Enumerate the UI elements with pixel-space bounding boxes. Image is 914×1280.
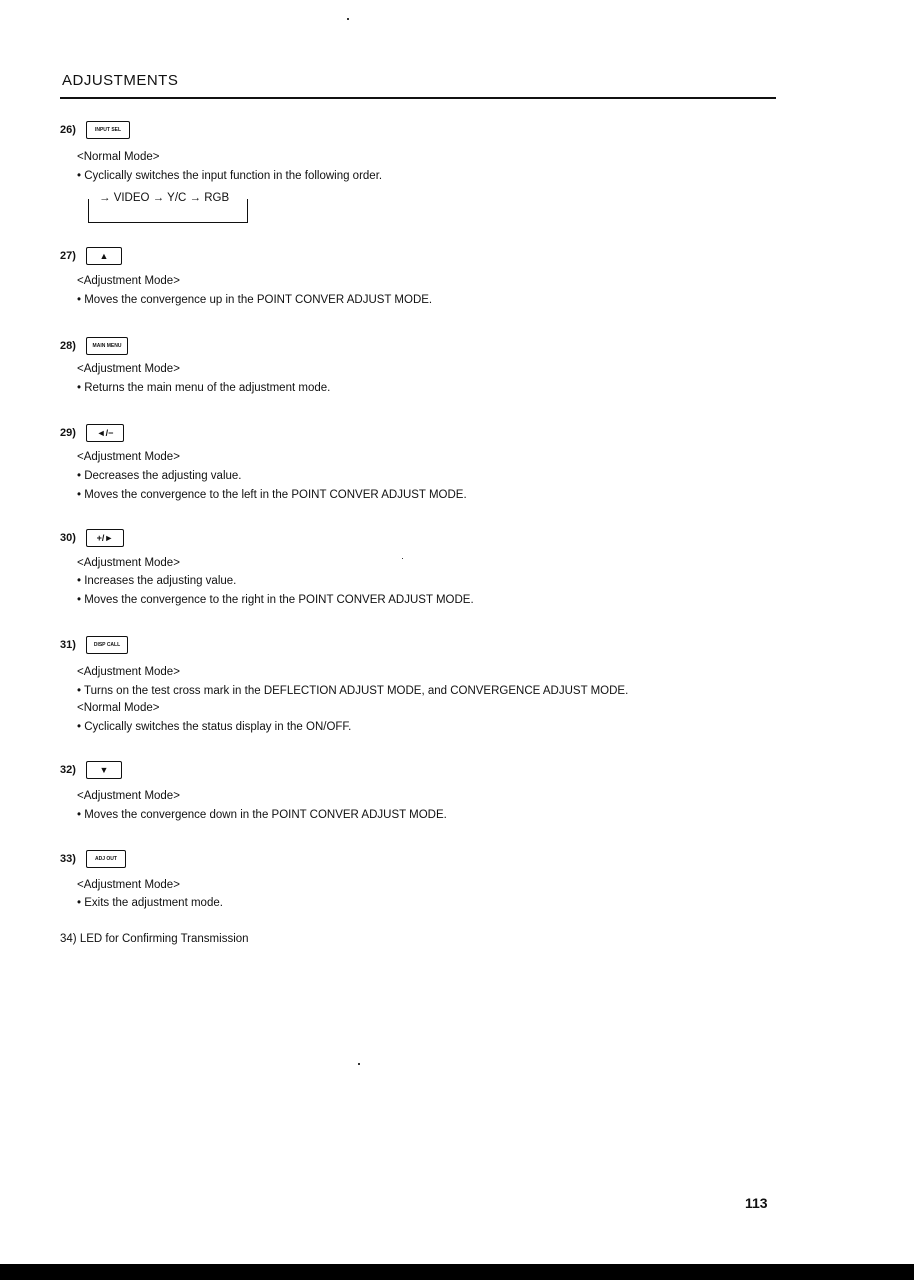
mode-label: <Normal Mode> (77, 702, 160, 714)
page-number: 113 (745, 1195, 768, 1211)
mode-label: <Normal Mode> (77, 151, 160, 163)
header-rule (60, 97, 776, 99)
left-minus-key-icon: ◄/− (86, 424, 124, 442)
bullet-text: • Decreases the adjusting value. (77, 470, 242, 482)
bullet-text: • Moves the convergence down in the POINT CONVER ADJUST MODE. (77, 809, 447, 821)
scan-speck (347, 18, 349, 20)
item-31-heading (60, 636, 128, 654)
mode-label: <Adjustment Mode> (77, 451, 180, 463)
scan-speck (402, 558, 403, 559)
up-arrow-key-icon: ▲ (86, 247, 122, 265)
bullet-text: • Cyclically switches the input function in the following order. (77, 170, 383, 182)
section-title: ADJUSTMENTS (62, 72, 179, 89)
item-28-heading (60, 337, 128, 355)
item-number: 32) (60, 764, 76, 776)
item-33-heading (60, 850, 126, 868)
item-26-heading (60, 121, 130, 139)
item-number: 27) (60, 250, 76, 262)
bullet-text: • Moves the convergence to the left in the POINT CONVER ADJUST MODE. (77, 489, 467, 501)
item-number: 29) (60, 427, 76, 439)
disp-call-key-icon: DISP CALL (86, 636, 128, 654)
bullet-text: • Returns the main menu of the adjustment mode. (77, 382, 331, 394)
item-30-heading (60, 529, 124, 547)
mode-label: <Adjustment Mode> (77, 363, 180, 375)
bullet-text: • Turns on the test cross mark in the DEFLECTION ADJUST MODE, and CONVERGENCE ADJUST MODE. (77, 685, 629, 697)
down-arrow-key-icon: ▼ (86, 761, 122, 779)
bullet-text: • Moves the convergence to the right in the POINT CONVER ADJUST MODE. (77, 594, 474, 606)
mode-label: <Adjustment Mode> (77, 275, 180, 287)
input-cycle-text: → VIDEO → Y/C → RGB (95, 192, 233, 204)
plus-right-key-icon: +/► (86, 529, 124, 547)
scan-speck (358, 1063, 360, 1065)
item-29-heading (60, 424, 124, 442)
item-34-text: 34) LED for Confirming Transmission (60, 933, 249, 945)
item-number: 31) (60, 639, 76, 651)
item-27-heading (60, 247, 122, 265)
adj-out-key-icon: ADJ OUT (86, 850, 126, 868)
item-number: 28) (60, 340, 76, 352)
scan-bottom-bar (0, 1264, 914, 1280)
mode-label: <Adjustment Mode> (77, 879, 180, 891)
mode-label: <Adjustment Mode> (77, 790, 180, 802)
bullet-text: • Increases the adjusting value. (77, 575, 237, 587)
item-number: 33) (60, 853, 76, 865)
mode-label: <Adjustment Mode> (77, 666, 180, 678)
main-menu-key-icon: MAIN MENU (86, 337, 128, 355)
item-32-heading (60, 761, 122, 779)
bullet-text: • Exits the adjustment mode. (77, 897, 223, 909)
bullet-text: • Moves the convergence up in the POINT CONVER ADJUST MODE. (77, 294, 433, 306)
input-sel-key-icon: INPUT SEL (86, 121, 130, 139)
item-number: 30) (60, 532, 76, 544)
mode-label: <Adjustment Mode> (77, 557, 180, 569)
bullet-text: • Cyclically switches the status display in the ON/OFF. (77, 721, 352, 733)
item-number: 26) (60, 124, 76, 136)
